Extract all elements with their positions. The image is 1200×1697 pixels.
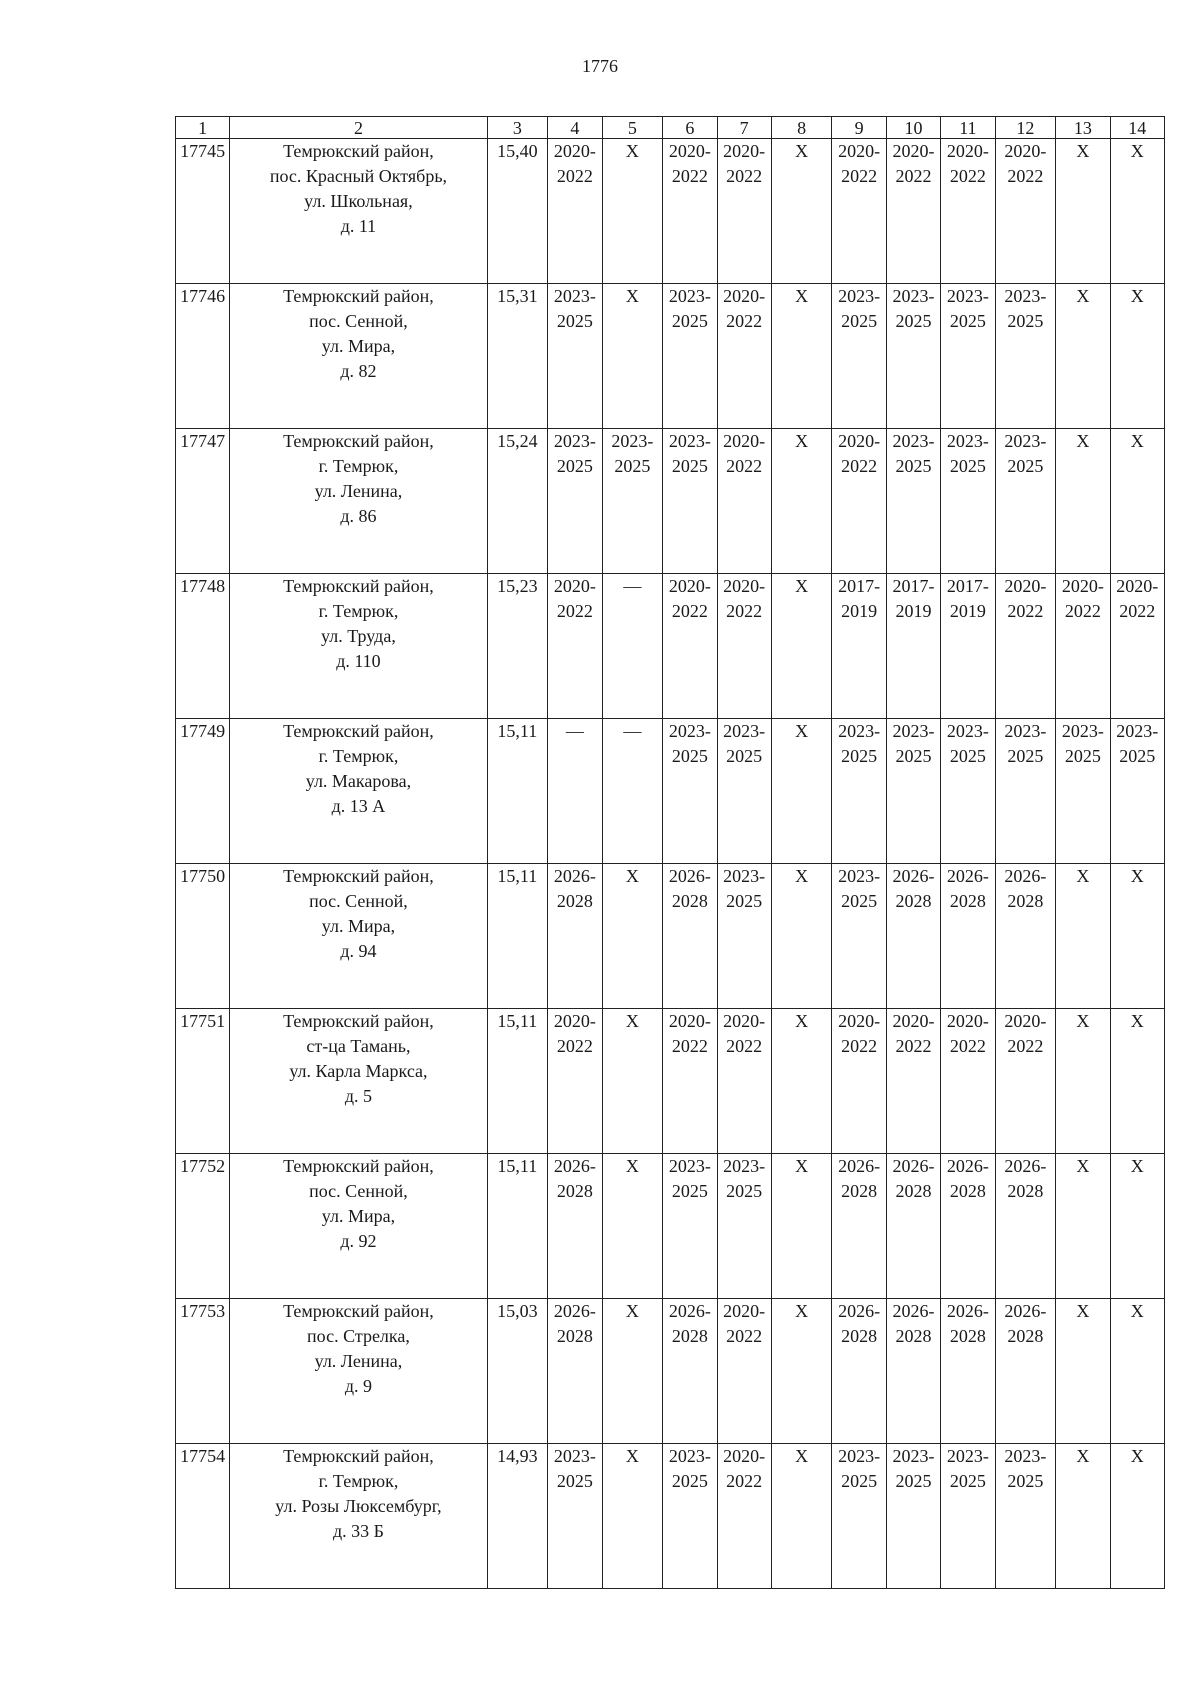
period-cell-col-4: 2020- 2022	[548, 574, 602, 719]
period-cell-col-4: 2020- 2022	[548, 1009, 602, 1154]
address-cell	[230, 1009, 487, 1154]
address-line: ул. Ленина,	[314, 481, 403, 501]
period-cell-col-11: 2026- 2028	[941, 864, 995, 1009]
address-cell	[230, 864, 487, 1009]
period-cell-col-8: X	[771, 574, 832, 719]
period-cell-col-4: 2026- 2028	[548, 1154, 602, 1299]
period-cell-col-7: 2020- 2022	[717, 429, 771, 574]
table-row	[176, 284, 1165, 429]
address-line: ул. Мира,	[321, 336, 396, 356]
period-cell-col-8: X	[771, 719, 832, 864]
address-line: Темрюкский район,	[283, 1301, 434, 1321]
period-cell-col-14: X	[1110, 284, 1164, 429]
area-cell: 14,93	[487, 1444, 548, 1589]
address-cell	[230, 429, 487, 574]
address-cell	[230, 1444, 487, 1589]
period-cell-col-10: 2020- 2022	[886, 139, 940, 284]
period-cell-col-5: X	[602, 139, 663, 284]
period-cell-col-9: 2020- 2022	[832, 1009, 886, 1154]
address-line: ул. Мира,	[321, 1206, 396, 1226]
address-cell	[230, 139, 487, 284]
period-cell-col-11: 2026- 2028	[941, 1299, 995, 1444]
address-line: Темрюкский район,	[283, 286, 434, 306]
period-cell-col-12: 2020- 2022	[995, 139, 1056, 284]
address-line: д. 13 А	[331, 796, 386, 816]
column-header-9: 9	[832, 117, 886, 139]
period-cell-col-11: 2023- 2025	[941, 284, 995, 429]
address-line: д. 86	[340, 506, 377, 526]
period-cell-col-5: X	[602, 1444, 663, 1589]
period-cell-col-4: —	[548, 719, 602, 864]
period-cell-col-14: X	[1110, 864, 1164, 1009]
address-cell	[230, 574, 487, 719]
period-cell-col-9: 2020- 2022	[832, 139, 886, 284]
period-cell-col-8: X	[771, 429, 832, 574]
period-cell-col-9: 2017- 2019	[832, 574, 886, 719]
address-line: г. Темрюк,	[318, 746, 399, 766]
register-table	[175, 116, 1165, 1589]
period-cell-col-7: 2023- 2025	[717, 1154, 771, 1299]
area-cell: 15,03	[487, 1299, 548, 1444]
table-row	[176, 429, 1165, 574]
period-cell-col-14: X	[1110, 139, 1164, 284]
period-cell-col-11: 2020- 2022	[941, 1009, 995, 1154]
period-cell-col-4: 2023- 2025	[548, 429, 602, 574]
row-number: 17753	[176, 1299, 230, 1444]
row-number: 17748	[176, 574, 230, 719]
address-line: д. 33 Б	[332, 1521, 384, 1541]
period-cell-col-6: 2023- 2025	[663, 1444, 717, 1589]
period-cell-col-4: 2026- 2028	[548, 1299, 602, 1444]
address-line: д. 82	[340, 361, 377, 381]
period-cell-col-13: X	[1056, 139, 1110, 284]
period-cell-col-10: 2023- 2025	[886, 719, 940, 864]
address-cell	[230, 719, 487, 864]
column-header-10: 10	[886, 117, 940, 139]
period-cell-col-10: 2026- 2028	[886, 864, 940, 1009]
period-cell-col-10: 2023- 2025	[886, 1444, 940, 1589]
period-cell-col-7: 2020- 2022	[717, 284, 771, 429]
period-cell-col-13: 2020- 2022	[1056, 574, 1110, 719]
row-number: 17754	[176, 1444, 230, 1589]
table-row	[176, 574, 1165, 719]
period-cell-col-7: 2023- 2025	[717, 719, 771, 864]
period-cell-col-5: X	[602, 284, 663, 429]
address-line: Темрюкский район,	[283, 1011, 434, 1031]
period-cell-col-6: 2020- 2022	[663, 574, 717, 719]
period-cell-col-5: 2023- 2025	[602, 429, 663, 574]
address-line: г. Темрюк,	[318, 1471, 399, 1491]
period-cell-col-9: 2023- 2025	[832, 719, 886, 864]
column-header-14: 14	[1110, 117, 1164, 139]
period-cell-col-13: 2023- 2025	[1056, 719, 1110, 864]
address-line: Темрюкский район,	[283, 431, 434, 451]
table-row	[176, 719, 1165, 864]
page-number: 1776	[582, 56, 618, 76]
address-line: Темрюкский район,	[283, 141, 434, 161]
period-cell-col-7: 2023- 2025	[717, 864, 771, 1009]
row-number: 17751	[176, 1009, 230, 1154]
period-cell-col-10: 2017- 2019	[886, 574, 940, 719]
period-cell-col-6: 2023- 2025	[663, 1154, 717, 1299]
row-number: 17752	[176, 1154, 230, 1299]
address-line: д. 5	[344, 1086, 373, 1106]
period-cell-col-7: 2020- 2022	[717, 1299, 771, 1444]
period-cell-col-8: X	[771, 284, 832, 429]
address-line: пос. Стрелка,	[307, 1326, 410, 1346]
column-header-11: 11	[941, 117, 995, 139]
period-cell-col-6: 2023- 2025	[663, 719, 717, 864]
column-header-4: 4	[548, 117, 602, 139]
period-cell-col-14: X	[1110, 1299, 1164, 1444]
address-line: д. 94	[340, 941, 377, 961]
period-cell-col-12: 2026- 2028	[995, 1154, 1056, 1299]
column-header-8: 8	[771, 117, 832, 139]
period-cell-col-12: 2020- 2022	[995, 1009, 1056, 1154]
address-line: д. 11	[340, 216, 377, 236]
address-cell	[230, 1299, 487, 1444]
period-cell-col-6: 2020- 2022	[663, 1009, 717, 1154]
period-cell-col-12: 2026- 2028	[995, 864, 1056, 1009]
period-cell-col-12: 2020- 2022	[995, 574, 1056, 719]
period-cell-col-8: X	[771, 139, 832, 284]
address-line: ул. Карла Маркса,	[289, 1061, 428, 1081]
area-cell: 15,11	[487, 719, 548, 864]
period-cell-col-13: X	[1056, 429, 1110, 574]
period-cell-col-14: 2023- 2025	[1110, 719, 1164, 864]
period-cell-col-4: 2023- 2025	[548, 284, 602, 429]
period-cell-col-11: 2017- 2019	[941, 574, 995, 719]
period-cell-col-14: X	[1110, 429, 1164, 574]
period-cell-col-11: 2023- 2025	[941, 429, 995, 574]
period-cell-col-10: 2026- 2028	[886, 1299, 940, 1444]
period-cell-col-13: X	[1056, 284, 1110, 429]
period-cell-col-12: 2023- 2025	[995, 719, 1056, 864]
period-cell-col-10: 2026- 2028	[886, 1154, 940, 1299]
address-line: д. 9	[344, 1376, 373, 1396]
address-line: пос. Сенной,	[309, 1181, 408, 1201]
period-cell-col-10: 2023- 2025	[886, 429, 940, 574]
period-cell-col-12: 2023- 2025	[995, 1444, 1056, 1589]
row-number: 17749	[176, 719, 230, 864]
period-cell-col-8: X	[771, 1154, 832, 1299]
area-cell: 15,31	[487, 284, 548, 429]
period-cell-col-13: X	[1056, 1009, 1110, 1154]
column-header-3: 3	[487, 117, 548, 139]
table-row	[176, 1009, 1165, 1154]
address-line: д. 92	[340, 1231, 377, 1251]
period-cell-col-14: X	[1110, 1154, 1164, 1299]
period-cell-col-7: 2020- 2022	[717, 574, 771, 719]
period-cell-col-8: X	[771, 1009, 832, 1154]
address-line: Темрюкский район,	[283, 1156, 434, 1176]
period-cell-col-11: 2023- 2025	[941, 719, 995, 864]
area-cell: 15,23	[487, 574, 548, 719]
area-cell: 15,11	[487, 1154, 548, 1299]
area-cell: 15,24	[487, 429, 548, 574]
column-header-6: 6	[663, 117, 717, 139]
period-cell-col-9: 2026- 2028	[832, 1299, 886, 1444]
row-number: 17750	[176, 864, 230, 1009]
period-cell-col-8: X	[771, 1299, 832, 1444]
address-line: г. Темрюк,	[318, 456, 399, 476]
address-line: ст-ца Тамань,	[306, 1036, 411, 1056]
address-line: д. 110	[336, 651, 381, 671]
period-cell-col-5: X	[602, 1009, 663, 1154]
period-cell-col-14: X	[1110, 1009, 1164, 1154]
period-cell-col-8: X	[771, 864, 832, 1009]
period-cell-col-5: X	[602, 1299, 663, 1444]
period-cell-col-9: 2026- 2028	[832, 1154, 886, 1299]
address-line: пос. Красный Октябрь,	[269, 166, 448, 186]
period-cell-col-12: 2023- 2025	[995, 284, 1056, 429]
table-row	[176, 1154, 1165, 1299]
table-body	[176, 139, 1165, 1589]
column-header-5: 5	[602, 117, 663, 139]
period-cell-col-13: X	[1056, 1154, 1110, 1299]
period-cell-col-5: —	[602, 574, 663, 719]
period-cell-col-9: 2023- 2025	[832, 1444, 886, 1589]
address-line: пос. Сенной,	[309, 891, 408, 911]
address-line: Темрюкский район,	[283, 721, 434, 741]
period-cell-col-9: 2023- 2025	[832, 864, 886, 1009]
table-row	[176, 1299, 1165, 1444]
period-cell-col-13: X	[1056, 864, 1110, 1009]
table-header	[176, 117, 1165, 139]
period-cell-col-6: 2026- 2028	[663, 1299, 717, 1444]
period-cell-col-11: 2023- 2025	[941, 1444, 995, 1589]
period-cell-col-4: 2020- 2022	[548, 139, 602, 284]
period-cell-col-7: 2020- 2022	[717, 1444, 771, 1589]
period-cell-col-12: 2026- 2028	[995, 1299, 1056, 1444]
address-cell	[230, 284, 487, 429]
table-row	[176, 864, 1165, 1009]
table-row	[176, 1444, 1165, 1589]
area-cell: 15,11	[487, 864, 548, 1009]
period-cell-col-14: 2020- 2022	[1110, 574, 1164, 719]
column-header-13: 13	[1056, 117, 1110, 139]
period-cell-col-13: X	[1056, 1444, 1110, 1589]
address-line: г. Темрюк,	[318, 601, 399, 621]
period-cell-col-8: X	[771, 1444, 832, 1589]
address-line: ул. Школьная,	[304, 191, 413, 211]
period-cell-col-6: 2020- 2022	[663, 139, 717, 284]
address-cell	[230, 1154, 487, 1299]
column-header-1: 1	[176, 117, 230, 139]
period-cell-col-7: 2020- 2022	[717, 1009, 771, 1154]
table-row	[176, 139, 1165, 284]
period-cell-col-5: X	[602, 864, 663, 1009]
period-cell-col-9: 2023- 2025	[832, 284, 886, 429]
period-cell-col-11: 2026- 2028	[941, 1154, 995, 1299]
period-cell-col-4: 2023- 2025	[548, 1444, 602, 1589]
row-number: 17745	[176, 139, 230, 284]
address-line: пос. Сенной,	[309, 311, 408, 331]
period-cell-col-6: 2023- 2025	[663, 284, 717, 429]
address-line: ул. Мира,	[321, 916, 396, 936]
address-line: ул. Ленина,	[314, 1351, 403, 1371]
address-line: Темрюкский район,	[283, 866, 434, 886]
period-cell-col-5: —	[602, 719, 663, 864]
period-cell-col-4: 2026- 2028	[548, 864, 602, 1009]
area-cell: 15,11	[487, 1009, 548, 1154]
address-line: ул. Розы Люксембург,	[275, 1496, 442, 1516]
period-cell-col-6: 2026- 2028	[663, 864, 717, 1009]
period-cell-col-10: 2023- 2025	[886, 284, 940, 429]
address-line: ул. Труда,	[321, 626, 396, 646]
period-cell-col-11: 2020- 2022	[941, 139, 995, 284]
period-cell-col-14: X	[1110, 1444, 1164, 1589]
address-line: Темрюкский район,	[283, 576, 434, 596]
column-header-7: 7	[717, 117, 771, 139]
period-cell-col-7: 2020- 2022	[717, 139, 771, 284]
period-cell-col-12: 2023- 2025	[995, 429, 1056, 574]
period-cell-col-13: X	[1056, 1299, 1110, 1444]
column-header-12: 12	[995, 117, 1056, 139]
row-number: 17746	[176, 284, 230, 429]
period-cell-col-10: 2020- 2022	[886, 1009, 940, 1154]
area-cell: 15,40	[487, 139, 548, 284]
address-line: Темрюкский район,	[283, 1446, 434, 1466]
period-cell-col-6: 2023- 2025	[663, 429, 717, 574]
header-row	[176, 117, 1165, 139]
period-cell-col-9: 2020- 2022	[832, 429, 886, 574]
period-cell-col-5: X	[602, 1154, 663, 1299]
row-number: 17747	[176, 429, 230, 574]
column-header-2: 2	[230, 117, 487, 139]
address-line: ул. Макарова,	[305, 771, 412, 791]
